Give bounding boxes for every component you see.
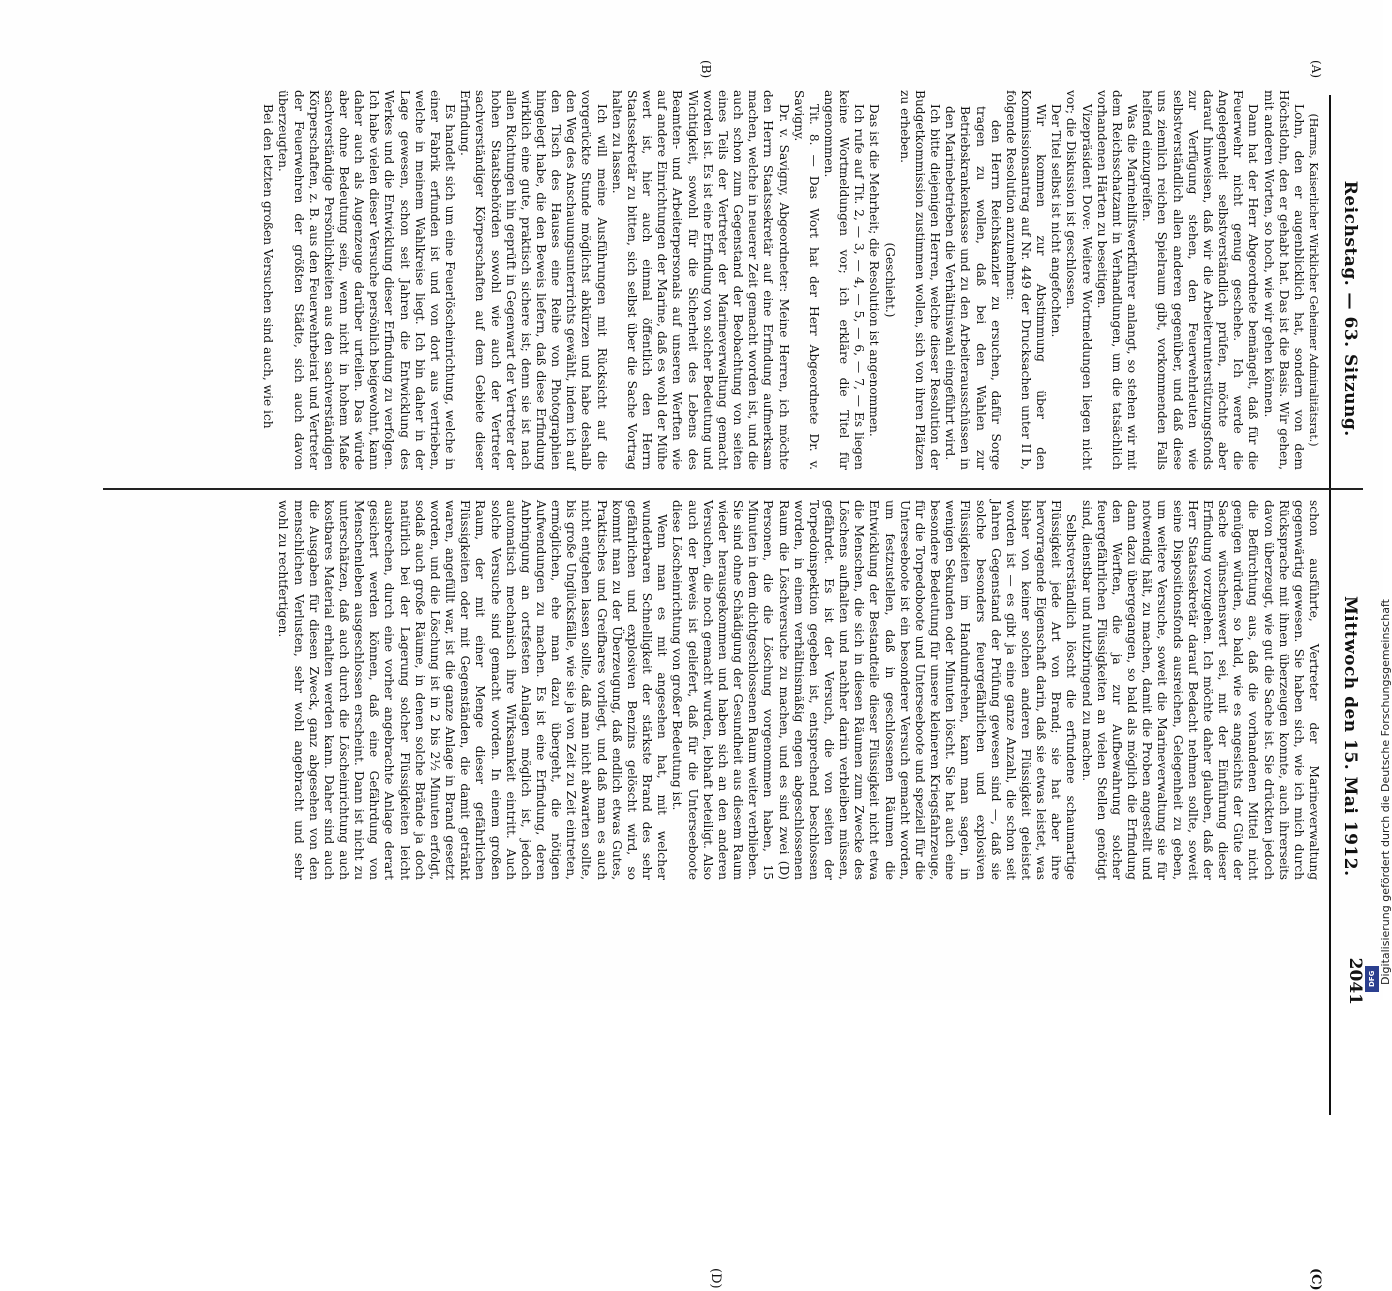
margin-mark-a: (A) (1309, 60, 1323, 79)
paragraph: Wenn man es mit angesehen hat, mit welcher wunderbaren Schnelligkeit der stärkste Brand des sehr gefährlichen und explosiven Benzins gelöscht wird, so kommt man zu der Überzeugung, daß endlich etwas Gutes, Praktisches und Greifbares vorliegt, und daß man es auch nicht entgehen lassen sollte, daß man nicht abwarten sollte, bis große Unglücksfälle, wie sie ja von Zeit zu Zeit eintreten, ermöglichen, ehe man dazu übergeht, die nötigen Aufwendungen zu machen. Es ist eine Erfindung, deren Anbringung an ortsfesten Anlagen möglich ist, jedoch automatisch mechanisch ihre Wirksamkeit eintritt. Auch solche Versuche sind gemacht worden. In einem großen Raum, der mit einer Menge dieser gefährlichen Flüssigkeiten oder mit Gegenständen, die damit getränkt waren, angefüllt war, ist die ganze Anlage in Brand gesetzt worden, und die Löschung ist in 2 bis 2½ Minuten erfolgt, sodaß auch große Räume, in denen solche Brände ja doch natürlich bei der Lagerung solcher Flüssigkeiten leicht ausbrechen, durch eine vorher angebrachte Anlage derart gesichert werden können, daß eine Gefährdung von Menschenleben ausgeschlossen erscheint. Dann ist nicht zu unterschätzen, daß auch durch die Löscheinrichtung auch kostbares Material erhalten werden kann. Daher sind auch die Ausgaben für diesen Zweck, ganz abgesehen von den menschlichen Verlusten, sehr wohl angebracht und sehr wohl zu rechtfertigen. (276, 500, 670, 880)
paragraph: Der Titel selbst ist nicht angefochten. (1049, 104, 1064, 338)
paragraph: Lohn, den er augenblicklich hat, sondern von dem Höchstlohn, den er gehabt hat. Das ist die Basis. Wir gehen, mit anderen Worten, so hoch, wie wir gehen können. (1261, 90, 1306, 470)
right-column (91, 500, 1321, 880)
paragraph: Bei den letzten großen Versuchen sind auch, wie ich (261, 104, 276, 429)
header-left: Reichstag. — 63. Sitzung. (1340, 180, 1360, 437)
margin-mark-d: (D) (708, 1268, 723, 1289)
resolution-text: den Herrn Reichskanzler zu ersuchen, dafür Sorge tragen zu wollen, daß bei den Wahlen zur Betriebskrankenkasse und zu den Arbeiterausschüssen in den Marinebetrieben die Verhältniswahl eingeführt wird. (943, 106, 1003, 470)
paragraph: Selbstverständlich löscht die erfundene schaumartige Flüssigkeit jede Art von Brand; sie hat aber ihre hervorragende Eigenschaft darin, daß sie etwas leistet, was bisher von keiner solchen anderen Flüssigkeit geleistet worden ist — es gibt ja eine ganze Anzahl, die schon seit Jahren Gegenstand der Prüfung gewesen sind —, daß sie solche besonders feuergefährlichen und explosiven Flüssigkeiten im Handumdrehen, kann man sagen, in wenigen Sekunden oder Minuten löscht. Sie hat auch eine besondere Bedeutung für unsere kleineren Kriegsfahrzeuge, für die Torpedoboote und Unterseeboote und speziell für die Unterseeboote ist ein besonderer Versuch gemacht worden, um festzustellen, daß in geschlossenen Räumen die Entwicklung der Bestandteile dieser Flüssigkeit nicht etwa die Menschen, die sich in diesen Räumen zum Zwecke des Löschens aufhalten und nachher darin verbleiben müssen, gefährdet. Es ist der Versuch, die von seiten der Torpedoinspektion gegeben ist, entsprechend beschlossen worden, in einem verhältnismäßig engen abgeschlossenen Raum die Löschversuche zu machen, und es sind zwei (D) Personen, die die Löschung vorgenommen haben, 15 Minuten in dem dichtgeschlossenen Raum weiter verblieben. Sie sind ohne Schädigung der Gesundheit aus diesem Raum wieder herausgekommen und haben sich an den anderen Versuchen, die noch gemacht wurden, lebhaft beteiligt. Also auch der Beweis ist geliefert, daß für die Unterseeboote diese Löscheinrichtung von großer Bedeutung ist. (670, 500, 1079, 880)
paragraph: Das ist die Mehrheit; die Resolution ist angenommen. (867, 104, 882, 437)
header-rule (1329, 95, 1331, 1115)
running-header (1335, 95, 1365, 1005)
paragraph: Ich will meine Ausführungen mit Rücksicht auf die vorgerückte Stunde möglichst abkürzen und habe deshalb den Weg des Anschauungsunterrichts gewählt, indem ich auf den Tisch des Hauses eine Reihe von Photographien hingelegt habe, die den Beweis liefern, daß diese Erfindung wirklich eine gute, praktisch sichere ist; denn sie ist nach allen Richtungen hin geprüft in Gegenwart der Vertreter der hohen Staatsbehörden sowohl wie auch der Vertreter sachverständiger Körperschaften auf dem Gebiete dieser Erfindung. (458, 90, 609, 470)
digitization-credit (1363, 0, 1392, 1000)
header-right: Mittwoch den 15. Mai 1912. (1340, 595, 1360, 877)
paragraph: Es handelt sich um eine Feuerlöscheinrichtung, welche in einer Fabrik erfunden ist und von dort aus vertrieben, welche in meinem Wahlkreise liegt. Ich bin daher in der Lage gewesen, schon seit Jahren die Entwicklung des Werkes und die Entwicklung dieser Erfindung zu verfolgen. Ich habe vielen dieser Versuche persönlich beigewohnt, kann daher auch als Augenzeuge darüber urteilen. Das würde aber ohne Bedeutung sein, wenn nicht in hohem Maße sachverständige Persönlichkeiten aus den sachverständigen Körperschaften, z. B. aus den Feuerwehrbeirat und Vertreter der Feuerwehren der größten Städte, sich auch davon überzeugten. (276, 90, 458, 470)
paragraph: Dann hat der Herr Abgeordnete bemängelt, daß für die Feuerwehr nicht genug geschehe. Ich werde die Angelegenheit selbstverständlich prüfen, möchte aber darauf hinweisen, daß wir die Arbeiterunterstützungsfonds zur Verfügung stehen, den Feuerwehrleuten wie selbstverständlich allen anderen gegenüber, und daß diese uns ziemlich reichen Spielraum gibt, vorkommenden Falls helfend einzugreifen. (1140, 90, 1261, 470)
page-number: 2041 (1345, 957, 1365, 1005)
paragraph: schon ausführte, Vertreter der Marineverwaltung gegenwärtig gewesen. Sie haben sich, wie ich mich durch Rücksprache mit ihnen überzeugen konnte, auch ihrerseits davon überzeugt, wie gut die Sache ist. Sie drückten jedoch die Befürchtung aus, daß die vorhandenen Mittel nicht genügen würden, so bald, wie es angesichts der Güte der Sache wünschenswert sei, mit der Einführung dieser Erfindung vorzugehen. Ich möchte daher glauben, daß der Herr Staatssekretär darauf Bedacht nehmen sollte, soweit seine Dispositionsfonds ausreichen, Gelegenheit zu geben, um weitere Versuche, soweit die Marineverwaltung sie für notwendig hält, zu machen, damit die Proben angestellt und dann dazu übergegangen, so bald als möglich die Erfindung den Werften, die ja zur Aufbewahrung solcher feuergefährlichen Flüssigkeiten an vielen Stellen genötigt sind, dienstbar und nutzbringend zu machen. (1079, 500, 1321, 880)
paragraph: Ich rufe auf Tit. 2, — 3, — 4, — 5, — 6, — 7, — Es liegen keine Wortmeldungen vor; ich erkläre die Titel für angenommen. (822, 90, 867, 470)
paragraph: Tit. 8. — Das Wort hat der Herr Abgeordnete Dr. v. Savigny. (791, 90, 821, 470)
credit-text: Digitalisierung gefördert durch die Deutsche Forschungsgemeinschaft (1379, 599, 1392, 985)
paragraph: Dr. v. Savigny, Abgeordneter: Meine Herren, ich möchte den Herrn Staatssekretär auf eine Erfindung aufmerksam machen, welche in neuerer Zeit gemacht worden ist, und die auch schon zum Gegenstand der Beobachtung von seiten eines Teils der Vertreter der Marineverwaltung gemacht worden ist. Es ist eine Erfindung von solcher Bedeutung und Wichtigkeit, sowohl für die Sicherheit des Lebens des Beamten- und Arbeiterpersonals auf unseren Werften wie auf andere Einrichtungen der Marine, daß es wohl der Mühe wert ist, hier auch einmal öffentlich den Herrn Staatssekretär zu bitten, sich selbst über die Sache Vortrag halten zu lassen. (609, 90, 791, 470)
speaker-head: (Harms, Kaiserlicher Wirklicher Geheimer Admiralitätsrat.) (1307, 113, 1320, 447)
left-column (76, 90, 1321, 470)
column-divider (103, 488, 1363, 490)
paragraph: Was die Marinehilfswerkführer anlangt, so stehen wir mit dem Reichsschatzamt in Verhandlungen, um die tatsächlich vorhandenen Härten zu beseitigen. (1094, 90, 1140, 470)
dfg-logo: DFG (1365, 966, 1379, 992)
paragraph: Vizepräsident Dove: Weitere Wortmeldungen liegen nicht vor; die Diskussion ist geschlossen. (1064, 90, 1094, 470)
stage-direction: (Geschieht.) (882, 242, 897, 318)
paragraph: Wir kommen zur Abstimmung über den Kommissionsantrag auf Nr. 449 der Drucksachen unter II b, folgende Resolution anzunehmen: (1003, 90, 1049, 470)
paragraph: Ich bitte diejenigen Herren, welche dieser Resolution der Budgetkommission zustimmen wollen, sich von ihren Plätzen zu erheben. (897, 90, 943, 470)
margin-mark-b: (B) (699, 60, 713, 79)
margin-mark-c: (C) (1308, 1268, 1323, 1291)
